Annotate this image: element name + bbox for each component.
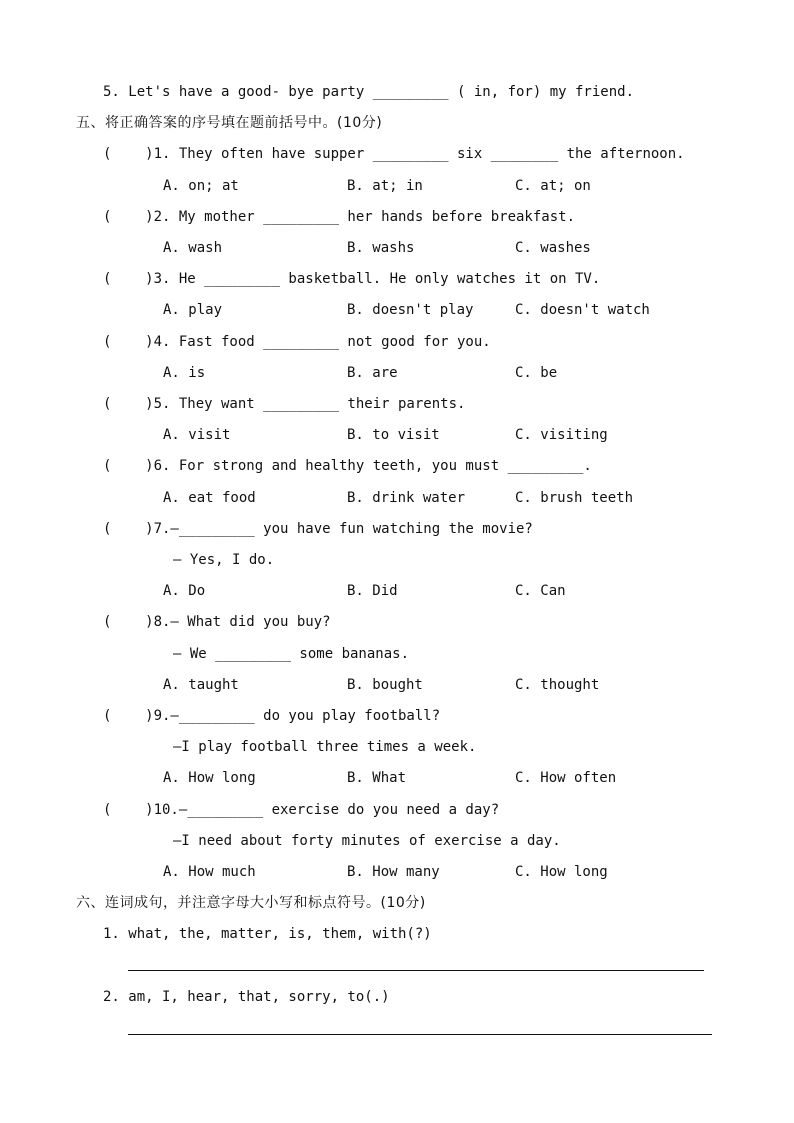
option-a: A. taught xyxy=(163,677,239,693)
question-stem: ( )1. They often have supper _________ six ________ the afternoon. xyxy=(103,146,685,162)
option-b: B. bought xyxy=(347,677,423,693)
option-b: B. are xyxy=(347,365,398,381)
dialogue-reply: — Yes, I do. xyxy=(173,552,275,568)
question-stem: ( )7.—_________ you have fun watching the movie? xyxy=(103,521,533,537)
question-stem: ( )2. My mother _________ her hands before breakfast. xyxy=(103,209,576,225)
option-b: B. at; in xyxy=(347,178,423,194)
option-b: B. doesn't play xyxy=(347,302,474,318)
option-c: C. washes xyxy=(515,240,591,256)
option-c: C. visiting xyxy=(515,427,608,443)
option-a: A. How much xyxy=(163,864,256,880)
option-a: A. is xyxy=(163,365,206,381)
option-c: C. How long xyxy=(515,864,608,880)
dialogue-reply: —I play football three times a week. xyxy=(173,739,477,755)
option-a: A. How long xyxy=(163,770,256,786)
option-a: A. on; at xyxy=(163,178,239,194)
question-stem: ( )3. He _________ basketball. He only watches it on TV. xyxy=(103,271,601,287)
question-stem: ( )9.—_________ do you play football? xyxy=(103,708,441,724)
question-stem: ( )8.— What did you buy? xyxy=(103,614,331,630)
option-c: C. brush teeth xyxy=(515,490,634,506)
section-5-title: 五、将正确答案的序号填在题前括号中。(10分) xyxy=(76,115,383,131)
option-b: B. What xyxy=(347,770,407,786)
sentence-item: 1. what, the, matter, is, them, with(?) xyxy=(103,926,432,942)
option-c: C. thought xyxy=(515,677,600,693)
option-c: C. be xyxy=(515,365,558,381)
question-stem: ( )10.—_________ exercise do you need a day? xyxy=(103,802,500,818)
option-b: B. drink water xyxy=(347,490,466,506)
question-stem: ( )4. Fast food _________ not good for you. xyxy=(103,334,491,350)
option-a: A. wash xyxy=(163,240,223,256)
section-6-title: 六、连词成句，并注意字母大小写和标点符号。(10分) xyxy=(76,895,426,911)
option-a: A. Do xyxy=(163,583,206,599)
option-b: B. How many xyxy=(347,864,440,880)
option-a: A. visit xyxy=(163,427,231,443)
option-c: C. at; on xyxy=(515,178,591,194)
answer-line[interactable] xyxy=(128,970,704,971)
option-b: B. to visit xyxy=(347,427,440,443)
answer-line[interactable] xyxy=(128,1034,712,1035)
option-c: C. doesn't watch xyxy=(515,302,650,318)
question-item-top: 5. Let's have a good- bye party _________ ( in, for) my friend. xyxy=(103,84,635,100)
option-c: C. How often xyxy=(515,770,617,786)
option-b: B. Did xyxy=(347,583,398,599)
option-a: A. eat food xyxy=(163,490,256,506)
option-c: C. Can xyxy=(515,583,566,599)
option-b: B. washs xyxy=(347,240,415,256)
sentence-item: 2. am, I, hear, that, sorry, to(.) xyxy=(103,989,390,1005)
option-a: A. play xyxy=(163,302,223,318)
dialogue-reply: —I need about forty minutes of exercise a day. xyxy=(173,833,561,849)
question-stem: ( )6. For strong and healthy teeth, you must _________. xyxy=(103,458,592,474)
question-stem: ( )5. They want _________ their parents. xyxy=(103,396,466,412)
dialogue-reply: — We _________ some bananas. xyxy=(173,646,410,662)
